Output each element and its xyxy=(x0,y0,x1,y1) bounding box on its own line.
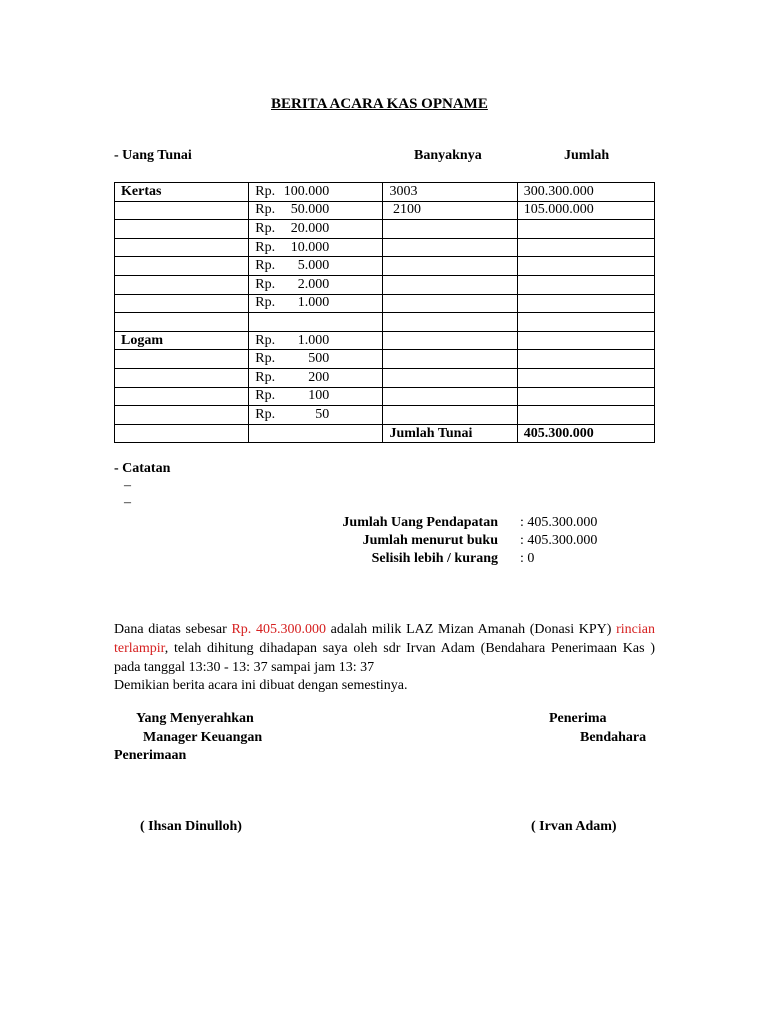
currency-label: Rp. xyxy=(255,332,276,348)
right-role: Penerima xyxy=(549,711,607,726)
quantity-cell xyxy=(383,220,517,239)
currency-label: Rp. xyxy=(255,276,276,292)
right-title-continued: Penerimaan xyxy=(114,748,187,763)
currency-label: Rp. xyxy=(255,202,276,218)
left-signatory-name: ( Ihsan Dinulloh) xyxy=(140,819,242,834)
amount-cell xyxy=(517,313,654,332)
table-row xyxy=(115,387,655,406)
quantity-cell: 2100 xyxy=(383,201,517,220)
quantity-cell xyxy=(383,387,517,406)
table-row xyxy=(115,257,655,276)
right-signatory-name: ( Irvan Adam) xyxy=(531,819,617,834)
denomination-cell xyxy=(249,387,383,406)
quantity-cell xyxy=(383,350,517,369)
quantity-cell xyxy=(383,368,517,387)
group-cell xyxy=(115,220,249,239)
amount-cell xyxy=(517,275,654,294)
currency-label: Rp. xyxy=(255,406,276,422)
cash-count-table xyxy=(114,182,655,443)
denomination-cell xyxy=(249,350,383,369)
catatan-item: – xyxy=(124,495,131,510)
denomination-cell xyxy=(249,220,383,239)
currency-label: Rp. xyxy=(255,388,276,404)
denomination-value: 20.000 xyxy=(290,220,330,236)
uang-tunai-label: - Uang Tunai xyxy=(114,148,192,163)
amount-cell: 300.300.000 xyxy=(517,183,654,202)
table-row xyxy=(115,313,655,332)
table-row xyxy=(115,183,655,202)
catatan-label: - Catatan xyxy=(114,461,171,476)
denomination-value: 500 xyxy=(308,351,330,367)
denomination-value: 100.000 xyxy=(283,183,330,199)
currency-label: Rp. xyxy=(255,258,276,274)
quantity-cell xyxy=(383,257,517,276)
document-title: BERITA ACARA KAS OPNAME xyxy=(271,96,488,112)
group-cell xyxy=(115,406,249,425)
denomination-value: 200 xyxy=(308,369,330,385)
currency-label: Rp. xyxy=(255,239,276,255)
quantity-cell xyxy=(383,238,517,257)
amount-cell xyxy=(517,406,654,425)
denomination-cell xyxy=(249,183,383,202)
denomination-value: 10.000 xyxy=(290,239,330,255)
denomination-value: 1.000 xyxy=(297,332,330,348)
quantity-cell xyxy=(383,275,517,294)
currency-label: Rp. xyxy=(255,369,276,385)
banyaknya-header: Banyaknya xyxy=(414,148,482,163)
group-cell xyxy=(115,275,249,294)
amount-cell xyxy=(517,257,654,276)
closing-sentence: Demikian berita acara ini dibuat dengan semestinya. xyxy=(114,678,408,693)
denomination-cell xyxy=(249,201,383,220)
amount-cell xyxy=(517,238,654,257)
group-cell xyxy=(115,350,249,369)
table-row xyxy=(115,294,655,313)
summary-value-pendapatan: : 405.300.000 xyxy=(520,515,598,530)
catatan-item: – xyxy=(124,478,131,493)
currency-label: Rp. xyxy=(255,220,276,236)
denomination-cell xyxy=(249,313,383,332)
summary-value-selisih: : 0 xyxy=(520,551,535,566)
group-cell xyxy=(115,294,249,313)
quantity-cell xyxy=(383,406,517,425)
amount-cell xyxy=(517,387,654,406)
group-cell xyxy=(115,201,249,220)
group-cell xyxy=(115,313,249,332)
table-row xyxy=(115,238,655,257)
amount-cell xyxy=(517,350,654,369)
amount-cell: 105.000.000 xyxy=(517,201,654,220)
denomination-value: 1.000 xyxy=(297,295,330,311)
left-title: Manager Keuangan xyxy=(143,730,263,745)
amount-cell xyxy=(517,220,654,239)
denomination-cell xyxy=(249,406,383,425)
left-role: Yang Menyerahkan xyxy=(136,711,254,726)
right-title: Bendahara xyxy=(580,730,647,745)
denomination-cell xyxy=(249,238,383,257)
table-row xyxy=(115,201,655,220)
denomination-value: 50 xyxy=(315,406,330,422)
statement-text: , telah dihitung dihadapan saya oleh sdr Irvan Adam (Bendahara Penerimaan Kas ) pada tanggal 13:30 - 13: 37 sampai jam 13: 37 xyxy=(114,641,655,675)
statement-text: Dana diatas sebesar xyxy=(114,622,232,637)
group-cell: Kertas xyxy=(115,183,249,202)
currency-label: Rp. xyxy=(255,183,276,199)
quantity-cell xyxy=(383,294,517,313)
denomination-value: 50.000 xyxy=(290,202,330,218)
denomination-cell xyxy=(249,257,383,276)
amount-cell xyxy=(517,331,654,350)
denomination-cell xyxy=(249,424,383,443)
denomination-value: 100 xyxy=(308,388,330,404)
summary-label-pendapatan: Jumlah Uang Pendapatan xyxy=(342,515,498,530)
table-row xyxy=(115,406,655,425)
total-value: 405.300.000 xyxy=(517,424,654,443)
currency-label: Rp. xyxy=(255,295,276,311)
summary-label-selisih: Selisih lebih / kurang xyxy=(371,551,498,566)
jumlah-header: Jumlah xyxy=(564,148,610,163)
denomination-cell xyxy=(249,294,383,313)
denomination-cell xyxy=(249,368,383,387)
quantity-cell xyxy=(383,313,517,332)
table-row xyxy=(115,275,655,294)
amount-cell xyxy=(517,294,654,313)
table-row xyxy=(115,220,655,239)
group-cell xyxy=(115,238,249,257)
group-cell xyxy=(115,424,249,443)
statement-paragraph xyxy=(114,620,655,677)
group-cell xyxy=(115,387,249,406)
group-cell: Logam xyxy=(115,331,249,350)
quantity-cell: 3003 xyxy=(383,183,517,202)
summary-label-buku: Jumlah menurut buku xyxy=(362,533,498,548)
quantity-cell xyxy=(383,331,517,350)
denomination-cell xyxy=(249,331,383,350)
summary-value-buku: : 405.300.000 xyxy=(520,533,598,548)
statement-text: adalah milik LAZ Mizan Amanah (Donasi KPY) xyxy=(325,622,617,637)
group-cell xyxy=(115,368,249,387)
table-row xyxy=(115,331,655,350)
denomination-value: 5.000 xyxy=(297,258,330,274)
table-row xyxy=(115,350,655,369)
statement-amount: Rp. 405.300.000 xyxy=(231,622,326,637)
currency-label: Rp. xyxy=(255,351,276,367)
table-row xyxy=(115,368,655,387)
total-label: Jumlah Tunai xyxy=(383,424,517,443)
denomination-cell xyxy=(249,275,383,294)
group-cell xyxy=(115,257,249,276)
denomination-value: 2.000 xyxy=(297,276,330,292)
rincian-terlampir-link[interactable]: rincian terlampir xyxy=(114,622,655,656)
total-row xyxy=(115,424,655,443)
amount-cell xyxy=(517,368,654,387)
